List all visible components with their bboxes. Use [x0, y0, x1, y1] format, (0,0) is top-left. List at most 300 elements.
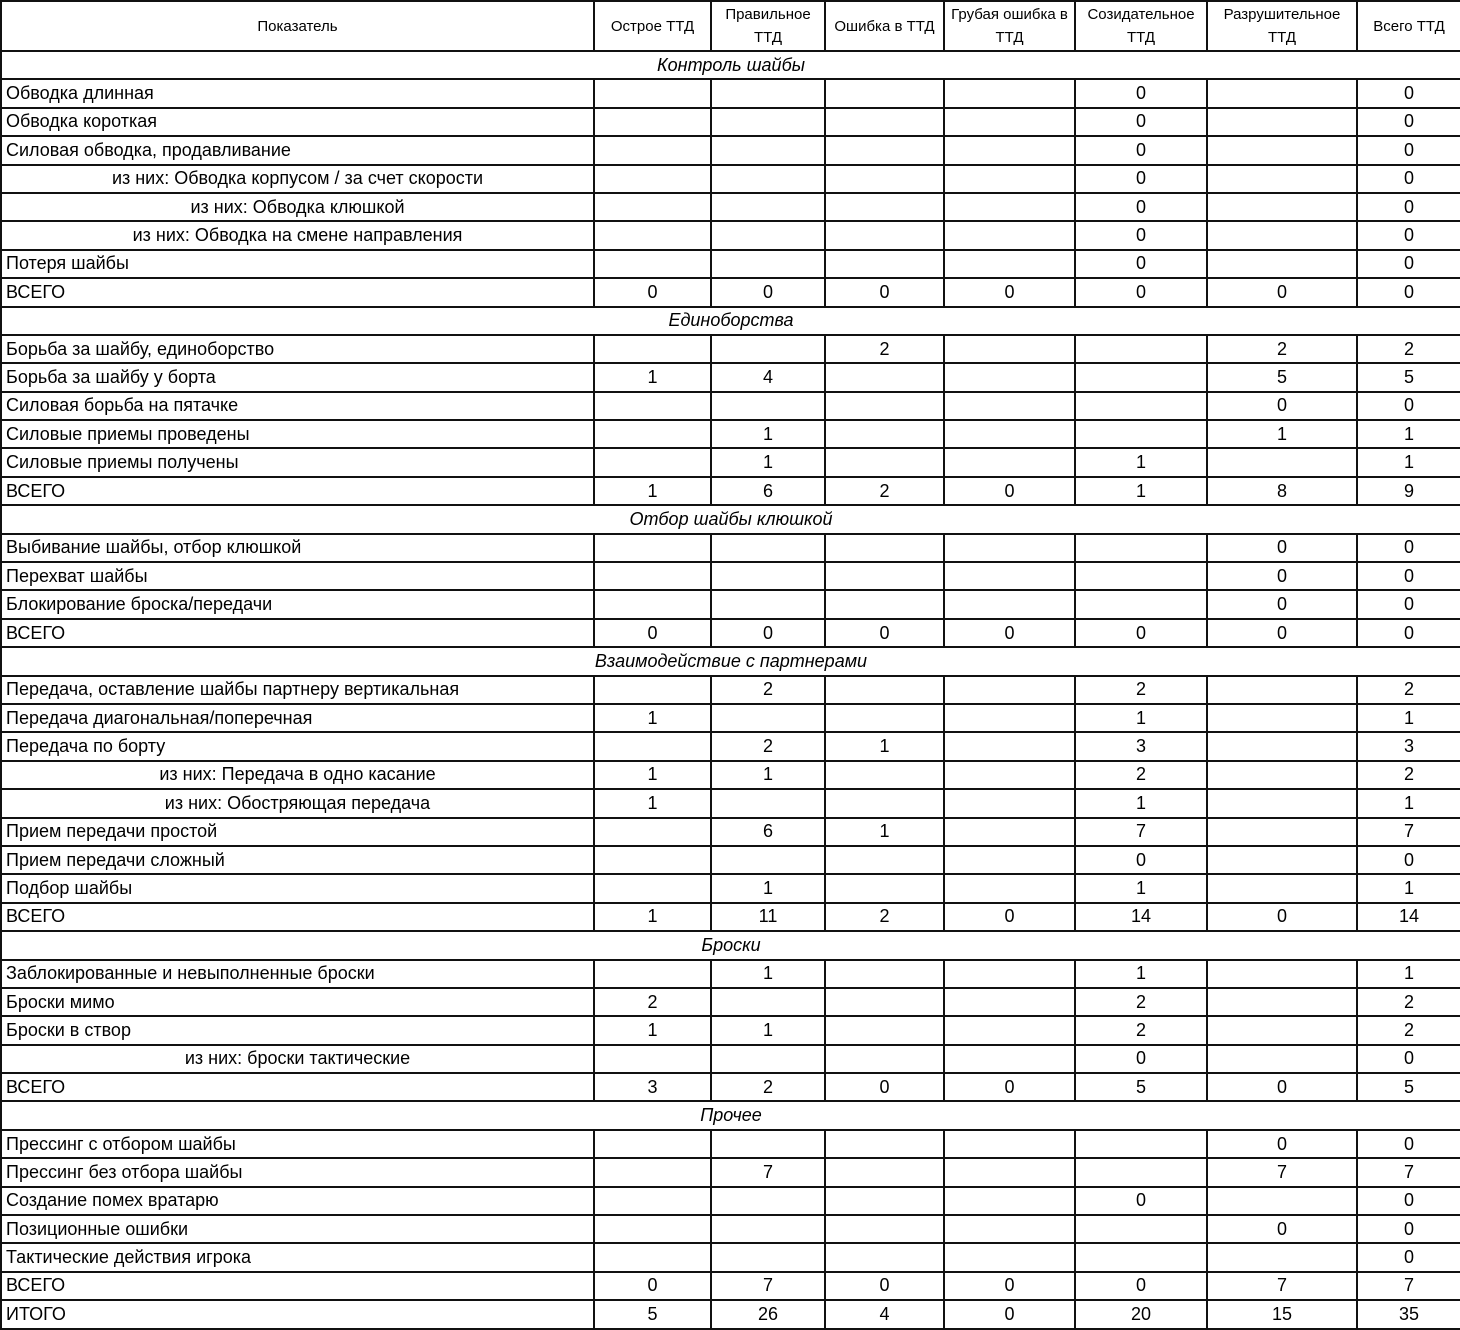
cell-value: [825, 704, 944, 732]
subtotal-row: [1, 278, 1460, 306]
cell-value: [594, 732, 711, 760]
cell-value: 2: [825, 477, 944, 505]
table-row: [1, 988, 1460, 1016]
cell-value: [1075, 420, 1207, 448]
cell-value: 1: [594, 477, 711, 505]
cell-value: [944, 420, 1075, 448]
table-row: [1, 676, 1460, 704]
row-label: Броски мимо: [1, 988, 594, 1016]
cell-value: [594, 108, 711, 136]
cell-value: [944, 562, 1075, 590]
row-label: Выбивание шайбы, отбор клюшкой: [1, 534, 594, 562]
cell-value: 4: [711, 363, 825, 391]
row-label: Силовая борьба на пятачке: [1, 392, 594, 420]
col-header: Острое ТТД: [594, 1, 711, 51]
cell-value: [594, 250, 711, 278]
cell-value: 0: [1075, 108, 1207, 136]
cell-value: 6: [711, 477, 825, 505]
cell-value: 0: [1207, 903, 1357, 931]
table-row: [1, 335, 1460, 363]
cell-value: [1207, 448, 1357, 476]
row-label: Позиционные ошибки: [1, 1215, 594, 1243]
cell-value: 15: [1207, 1300, 1357, 1328]
cell-value: 0: [1207, 1215, 1357, 1243]
cell-value: [944, 590, 1075, 618]
cell-value: [711, 1215, 825, 1243]
cell-value: [1207, 846, 1357, 874]
cell-value: [825, 420, 944, 448]
cell-value: 5: [594, 1300, 711, 1328]
cell-value: 4: [825, 1300, 944, 1328]
cell-value: [594, 1215, 711, 1243]
row-label: Заблокированные и невыполненные броски: [1, 960, 594, 988]
cell-value: 7: [1357, 1272, 1460, 1300]
section-title: Броски: [1, 931, 1460, 959]
table-row: [1, 1187, 1460, 1215]
cell-value: 1: [711, 960, 825, 988]
grand-total-row: [1, 1300, 1460, 1328]
cell-value: [594, 818, 711, 846]
cell-value: [711, 165, 825, 193]
cell-value: [1075, 590, 1207, 618]
cell-value: [1207, 789, 1357, 817]
cell-value: [594, 221, 711, 249]
cell-value: 0: [1357, 1215, 1460, 1243]
cell-value: 2: [825, 335, 944, 363]
cell-value: 35: [1357, 1300, 1460, 1328]
cell-value: [825, 590, 944, 618]
col-header: Правильное ТТД: [711, 1, 825, 51]
col-header: Всего ТТД: [1357, 1, 1460, 51]
cell-value: 7: [1357, 1158, 1460, 1186]
cell-value: [1207, 818, 1357, 846]
row-label: из них: броски тактические: [1, 1045, 594, 1073]
cell-value: [1075, 1243, 1207, 1271]
table-row: [1, 534, 1460, 562]
cell-value: [1207, 221, 1357, 249]
table-row: [1, 960, 1460, 988]
cell-value: [825, 250, 944, 278]
table-row: [1, 704, 1460, 732]
cell-value: [711, 988, 825, 1016]
cell-value: [1075, 562, 1207, 590]
row-label: ВСЕГО: [1, 903, 594, 931]
cell-value: 2: [825, 903, 944, 931]
cell-value: 5: [1357, 1073, 1460, 1101]
cell-value: 0: [1357, 193, 1460, 221]
cell-value: 0: [1075, 1272, 1207, 1300]
cell-value: [711, 221, 825, 249]
cell-value: [944, 1243, 1075, 1271]
cell-value: 0: [1075, 1187, 1207, 1215]
cell-value: 0: [1207, 1130, 1357, 1158]
cell-value: [711, 562, 825, 590]
table-row: [1, 136, 1460, 164]
row-label: Блокирование броска/передачи: [1, 590, 594, 618]
cell-value: [944, 818, 1075, 846]
cell-value: 0: [594, 1272, 711, 1300]
cell-value: [711, 108, 825, 136]
cell-value: [825, 1215, 944, 1243]
row-label: ВСЕГО: [1, 1272, 594, 1300]
section-title: Отбор шайбы клюшкой: [1, 505, 1460, 533]
cell-value: 2: [711, 732, 825, 760]
cell-value: 14: [1357, 903, 1460, 931]
cell-value: 20: [1075, 1300, 1207, 1328]
cell-value: [944, 988, 1075, 1016]
cell-value: 2: [1075, 988, 1207, 1016]
row-label: ВСЕГО: [1, 278, 594, 306]
cell-value: [594, 1130, 711, 1158]
row-label: Потеря шайбы: [1, 250, 594, 278]
cell-value: [944, 1158, 1075, 1186]
cell-value: 2: [1075, 676, 1207, 704]
cell-value: [594, 1158, 711, 1186]
section-header-row: [1, 1101, 1460, 1129]
cell-value: 1: [1357, 420, 1460, 448]
cell-value: 7: [1357, 818, 1460, 846]
cell-value: [825, 1045, 944, 1073]
cell-value: [1207, 108, 1357, 136]
cell-value: 1: [594, 903, 711, 931]
table-row: [1, 165, 1460, 193]
table-row: [1, 250, 1460, 278]
cell-value: 0: [944, 619, 1075, 647]
cell-value: 1: [1075, 789, 1207, 817]
cell-value: 0: [1075, 193, 1207, 221]
cell-value: [944, 761, 1075, 789]
table-row: [1, 1215, 1460, 1243]
cell-value: 0: [1357, 165, 1460, 193]
cell-value: 0: [1207, 619, 1357, 647]
cell-value: [594, 1187, 711, 1215]
cell-value: 1: [711, 761, 825, 789]
cell-value: [944, 136, 1075, 164]
cell-value: 2: [1075, 761, 1207, 789]
cell-value: 0: [825, 278, 944, 306]
table-row: [1, 79, 1460, 107]
cell-value: 1: [594, 1016, 711, 1044]
cell-value: 1: [594, 761, 711, 789]
subtotal-row: [1, 903, 1460, 931]
cell-value: 1: [711, 874, 825, 902]
cell-value: [1075, 1130, 1207, 1158]
cell-value: [825, 136, 944, 164]
cell-value: [944, 448, 1075, 476]
cell-value: [944, 732, 1075, 760]
cell-value: 0: [711, 278, 825, 306]
cell-value: 0: [1207, 534, 1357, 562]
col-header: Грубая ошибка в ТТД: [944, 1, 1075, 51]
cell-value: 0: [944, 1300, 1075, 1328]
cell-value: [594, 960, 711, 988]
cell-value: [944, 193, 1075, 221]
cell-value: 1: [1075, 704, 1207, 732]
cell-value: 0: [1207, 590, 1357, 618]
cell-value: 0: [1357, 590, 1460, 618]
section-title: Взаимодействие с партнерами: [1, 647, 1460, 675]
cell-value: 0: [1207, 1073, 1357, 1101]
cell-value: 1: [1075, 477, 1207, 505]
cell-value: 1: [1207, 420, 1357, 448]
row-label: из них: Обостряющая передача: [1, 789, 594, 817]
cell-value: [1075, 1158, 1207, 1186]
row-label: ИТОГО: [1, 1300, 594, 1328]
row-label: Обводка короткая: [1, 108, 594, 136]
cell-value: 1: [1357, 704, 1460, 732]
cell-value: 26: [711, 1300, 825, 1328]
cell-value: [944, 363, 1075, 391]
row-label: ВСЕГО: [1, 619, 594, 647]
cell-value: 0: [594, 619, 711, 647]
row-label: Передача по борту: [1, 732, 594, 760]
row-label: Передача, оставление шайбы партнеру вертикальная: [1, 676, 594, 704]
section-title: Единоборства: [1, 307, 1460, 335]
cell-value: [944, 108, 1075, 136]
row-label: ВСЕГО: [1, 1073, 594, 1101]
table-row: [1, 392, 1460, 420]
cell-value: [825, 1130, 944, 1158]
cell-value: [1207, 165, 1357, 193]
cell-value: 8: [1207, 477, 1357, 505]
cell-value: 1: [711, 448, 825, 476]
cell-value: [711, 136, 825, 164]
row-label: Силовые приемы проведены: [1, 420, 594, 448]
cell-value: 2: [711, 1073, 825, 1101]
cell-value: 0: [1075, 136, 1207, 164]
cell-value: [825, 392, 944, 420]
row-label: Передача диагональная/поперечная: [1, 704, 594, 732]
cell-value: 7: [711, 1272, 825, 1300]
cell-value: [594, 193, 711, 221]
cell-value: 1: [711, 1016, 825, 1044]
cell-value: 1: [825, 818, 944, 846]
cell-value: 0: [944, 278, 1075, 306]
cell-value: [594, 874, 711, 902]
cell-value: 2: [1075, 1016, 1207, 1044]
table-row: [1, 108, 1460, 136]
table-row: [1, 1045, 1460, 1073]
cell-value: 0: [1357, 221, 1460, 249]
cell-value: 3: [1075, 732, 1207, 760]
subtotal-row: [1, 1272, 1460, 1300]
cell-value: [1207, 1045, 1357, 1073]
row-label: Борьба за шайбу у борта: [1, 363, 594, 391]
cell-value: 0: [1357, 79, 1460, 107]
cell-value: [711, 1187, 825, 1215]
cell-value: 0: [1357, 1243, 1460, 1271]
cell-value: [711, 534, 825, 562]
cell-value: [711, 250, 825, 278]
row-label: из них: Обводка корпусом / за счет скорости: [1, 165, 594, 193]
cell-value: 7: [711, 1158, 825, 1186]
cell-value: [1207, 960, 1357, 988]
cell-value: [594, 136, 711, 164]
cell-value: [825, 1243, 944, 1271]
cell-value: 0: [1357, 562, 1460, 590]
table-row: [1, 193, 1460, 221]
cell-value: 0: [1075, 278, 1207, 306]
cell-value: [944, 221, 1075, 249]
cell-value: 0: [1357, 250, 1460, 278]
section-header-row: [1, 647, 1460, 675]
cell-value: 1: [1357, 789, 1460, 817]
section-title: Прочее: [1, 1101, 1460, 1129]
cell-value: 1: [594, 789, 711, 817]
cell-value: [944, 1215, 1075, 1243]
cell-value: 7: [1207, 1272, 1357, 1300]
cell-value: 7: [1075, 818, 1207, 846]
cell-value: 0: [1357, 108, 1460, 136]
table-row: [1, 420, 1460, 448]
cell-value: [825, 1016, 944, 1044]
cell-value: 0: [1357, 278, 1460, 306]
cell-value: 1: [1075, 960, 1207, 988]
cell-value: 0: [944, 903, 1075, 931]
cell-value: 2: [1207, 335, 1357, 363]
cell-value: 0: [1207, 392, 1357, 420]
cell-value: 0: [1075, 165, 1207, 193]
cell-value: 2: [711, 676, 825, 704]
row-label: Подбор шайбы: [1, 874, 594, 902]
cell-value: 1: [594, 704, 711, 732]
cell-value: [594, 335, 711, 363]
cell-value: [711, 704, 825, 732]
cell-value: 5: [1357, 363, 1460, 391]
cell-value: 1: [1357, 874, 1460, 902]
cell-value: [594, 392, 711, 420]
cell-value: [944, 250, 1075, 278]
cell-value: 2: [594, 988, 711, 1016]
cell-value: 0: [1357, 1187, 1460, 1215]
cell-value: [825, 108, 944, 136]
col-header: Разрушительное ТТД: [1207, 1, 1357, 51]
cell-value: [594, 420, 711, 448]
table-row: [1, 448, 1460, 476]
cell-value: [1207, 136, 1357, 164]
row-label: Прием передачи сложный: [1, 846, 594, 874]
cell-value: [1207, 988, 1357, 1016]
cell-value: [944, 79, 1075, 107]
col-header: Ошибка в ТТД: [825, 1, 944, 51]
cell-value: [825, 846, 944, 874]
cell-value: [1207, 761, 1357, 789]
cell-value: 2: [1357, 1016, 1460, 1044]
table-row: [1, 874, 1460, 902]
cell-value: [1207, 1016, 1357, 1044]
cell-value: 1: [825, 732, 944, 760]
cell-value: 0: [825, 1272, 944, 1300]
cell-value: [711, 1130, 825, 1158]
cell-value: [1207, 193, 1357, 221]
table-row: [1, 1130, 1460, 1158]
cell-value: [711, 1045, 825, 1073]
row-label: Обводка длинная: [1, 79, 594, 107]
subtotal-row: [1, 1073, 1460, 1101]
row-label: Прием передачи простой: [1, 818, 594, 846]
cell-value: 14: [1075, 903, 1207, 931]
cell-value: 1: [1075, 874, 1207, 902]
cell-value: [825, 193, 944, 221]
cell-value: 0: [1357, 136, 1460, 164]
cell-value: [825, 363, 944, 391]
cell-value: 9: [1357, 477, 1460, 505]
cell-value: 0: [1357, 1045, 1460, 1073]
cell-value: [594, 1243, 711, 1271]
table-row: [1, 562, 1460, 590]
cell-value: 0: [1357, 619, 1460, 647]
cell-value: 5: [1075, 1073, 1207, 1101]
cell-value: 2: [1357, 761, 1460, 789]
cell-value: [711, 1243, 825, 1271]
cell-value: 3: [594, 1073, 711, 1101]
cell-value: 1: [711, 420, 825, 448]
cell-value: [825, 1158, 944, 1186]
row-label: Тактические действия игрока: [1, 1243, 594, 1271]
cell-value: [944, 165, 1075, 193]
cell-value: 11: [711, 903, 825, 931]
cell-value: 2: [1357, 335, 1460, 363]
cell-value: [944, 676, 1075, 704]
cell-value: [1075, 534, 1207, 562]
row-label: ВСЕГО: [1, 477, 594, 505]
cell-value: [1207, 1243, 1357, 1271]
cell-value: 0: [711, 619, 825, 647]
cell-value: [825, 221, 944, 249]
cell-value: [944, 1016, 1075, 1044]
table-row: [1, 363, 1460, 391]
cell-value: [825, 988, 944, 1016]
cell-value: [825, 79, 944, 107]
cell-value: [825, 761, 944, 789]
cell-value: 6: [711, 818, 825, 846]
cell-value: [944, 874, 1075, 902]
cell-value: [594, 590, 711, 618]
cell-value: [594, 534, 711, 562]
col-header: Показатель: [1, 1, 594, 51]
cell-value: [711, 590, 825, 618]
cell-value: 0: [1207, 562, 1357, 590]
cell-value: [944, 1130, 1075, 1158]
cell-value: [1207, 732, 1357, 760]
cell-value: 0: [1075, 79, 1207, 107]
cell-value: 3: [1357, 732, 1460, 760]
row-label: из них: Обводка клюшкой: [1, 193, 594, 221]
cell-value: [1207, 676, 1357, 704]
cell-value: [1075, 335, 1207, 363]
section-header-row: [1, 931, 1460, 959]
cell-value: 2: [1357, 676, 1460, 704]
subtotal-row: [1, 477, 1460, 505]
cell-value: 7: [1207, 1158, 1357, 1186]
subtotal-row: [1, 619, 1460, 647]
row-label: Прессинг с отбором шайбы: [1, 1130, 594, 1158]
cell-value: 0: [944, 477, 1075, 505]
cell-value: [825, 789, 944, 817]
cell-value: [944, 534, 1075, 562]
section-header-row: [1, 307, 1460, 335]
cell-value: 0: [825, 1073, 944, 1101]
table-row: [1, 221, 1460, 249]
table-row: [1, 818, 1460, 846]
row-label: Создание помех вратарю: [1, 1187, 594, 1215]
cell-value: [825, 165, 944, 193]
cell-value: 0: [1357, 534, 1460, 562]
cell-value: [1207, 1187, 1357, 1215]
cell-value: [1075, 392, 1207, 420]
cell-value: [944, 392, 1075, 420]
cell-value: [944, 846, 1075, 874]
